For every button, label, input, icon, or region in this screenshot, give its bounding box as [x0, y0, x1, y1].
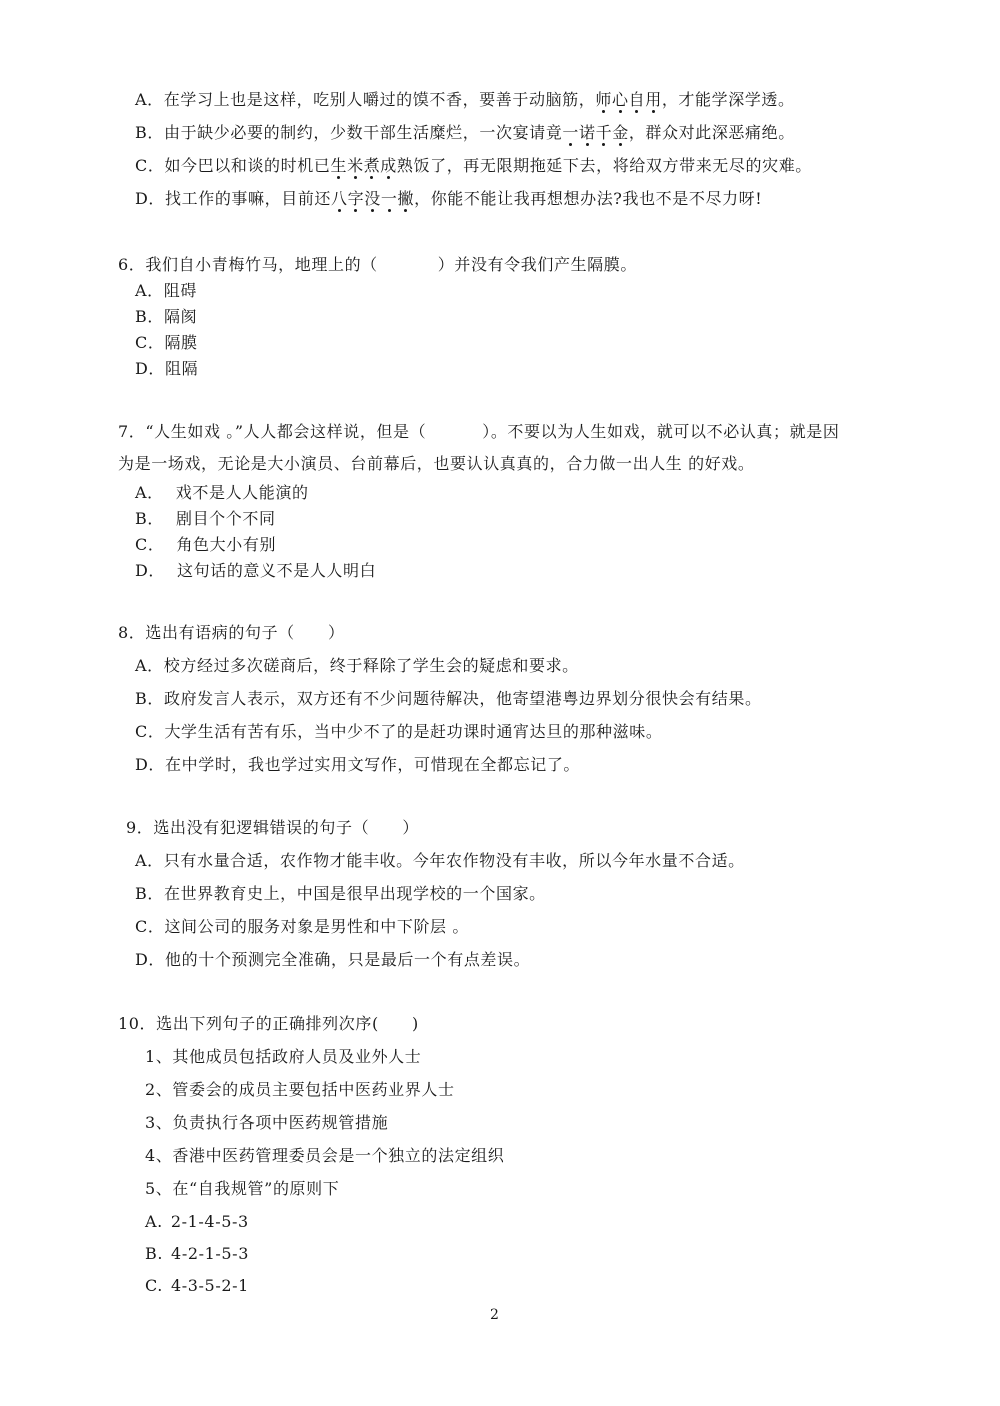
q8-stem: 8．选出有语病的句子（ ）: [118, 623, 345, 642]
q6-option-c: C．隔膜: [135, 333, 198, 352]
q9-option-d: D．他的十个预测完全准确，只是最后一个有点差误。: [135, 950, 531, 969]
emphasis-char: 撇: [397, 189, 415, 208]
q6-option-b: B．隔阂: [135, 307, 198, 326]
q9-stem: 9．选出没有犯逻辑错误的句子（ ）: [126, 818, 419, 837]
q8-option-d: D．在中学时，我也学过实用文写作，可惜现在全都忘记了。: [135, 755, 581, 774]
emphasis-char: 字: [347, 189, 365, 208]
q7-option-a: A． 戏不是人人能演的: [135, 483, 309, 502]
q7-option-b: B． 剧目个个不同: [135, 509, 276, 528]
q6-option-a: A．阻碍: [135, 281, 197, 300]
q8-option-b: B．政府发言人表示，双方还有不少问题待解决，他寄望港粤边界划分很快会有结果。: [135, 689, 762, 708]
q6-stem: 6．我们自小青梅竹马，地理上的（ ）并没有令我们产生隔膜。: [118, 255, 637, 274]
emphasis-char: 师: [595, 90, 612, 109]
emphasis-char: 米: [347, 156, 364, 175]
q10-option-b: B. 4-2-1-5-3: [145, 1244, 249, 1263]
q10-stem: 10．选出下列句子的正确排列次序( ): [118, 1014, 419, 1033]
q10-sentence: 5、在“自我规管”的原则下: [145, 1179, 340, 1198]
q6-option-d: D．阻隔: [135, 359, 199, 378]
q5-option-b: B．由于缺少必要的制约，少数干部生活糜烂，一次宴请竟一诺千金，群众对此深恶痛绝。: [135, 123, 795, 142]
emphasis-char: 成: [380, 156, 397, 175]
q10-sentence: 4、香港中医药管理委员会是一个独立的法定组织: [145, 1146, 505, 1165]
q5-option-a: A．在学习上也是这样，吃别人嚼过的馍不香，要善于动脑筋，师心自用，才能学深学透。: [135, 90, 795, 109]
emphasis-char: 诺: [578, 123, 596, 142]
q7-stem-line-1: 7．“人生如戏 。”人人都会这样说，但是（ ）。不要以为人生如戏，就可以不必认真；就是因: [118, 422, 840, 441]
q10-sentence: 1、其他成员包括政府人员及业外人士: [145, 1047, 422, 1066]
emphasis-char: 八: [331, 189, 348, 208]
emphasis-char: 一: [562, 123, 579, 142]
q10-option-a: A. 2-1-4-5-3: [145, 1212, 249, 1231]
q10-sentence: 3、负责执行各项中医药规管措施: [145, 1113, 389, 1132]
q10-option-c: C. 4-3-5-2-1: [145, 1276, 249, 1295]
q5-option-d: D．找工作的事嘛，目前还八字没一撇，你能不能让我再想想办法?我也不是不尽力呀!: [135, 189, 763, 208]
emphasis-char: 心: [611, 90, 629, 109]
emphasis-char: 一: [380, 189, 398, 208]
emphasis-char: 金: [612, 123, 629, 142]
q7-option-c: C． 角色大小有别: [135, 535, 277, 554]
emphasis-char: 煮: [363, 156, 381, 175]
q7-stem-line-2: 为是一场戏，无论是大小演员、台前幕后，也要认认真真的，合力做一出人生 的好戏。: [118, 454, 755, 473]
q9-option-c: C．这间公司的服务对象是男性和中下阶层 。: [135, 917, 469, 936]
q9-option-b: B．在世界教育史上，中国是很早出现学校的一个国家。: [135, 884, 546, 903]
q8-option-a: A．校方经过多次磋商后，终于释除了学生会的疑虑和要求。: [135, 656, 579, 675]
emphasis-char: 千: [595, 123, 613, 142]
emphasis-char: 没: [364, 189, 381, 208]
q8-option-c: C．大学生活有苦有乐，当中少不了的是赶功课时通宵达旦的那种滋味。: [135, 722, 663, 741]
emphasis-char: 生: [330, 156, 348, 175]
q10-sentence: 2、管委会的成员主要包括中医药业界人士: [145, 1080, 455, 1099]
emphasis-char: 用: [645, 90, 662, 109]
page-number: 2: [490, 1307, 499, 1323]
q5-option-c: C．如今巴以和谈的时机已生米煮成熟饭了，再无限期拖延下去，将给双方带来无尽的灾难。: [135, 156, 812, 175]
q7-option-d: D． 这句话的意义不是人人明白: [135, 561, 377, 580]
q9-option-a: A．只有水量合适，农作物才能丰收。今年农作物没有丰收，所以今年水量不合适。: [135, 851, 745, 870]
emphasis-char: 自: [628, 90, 646, 109]
